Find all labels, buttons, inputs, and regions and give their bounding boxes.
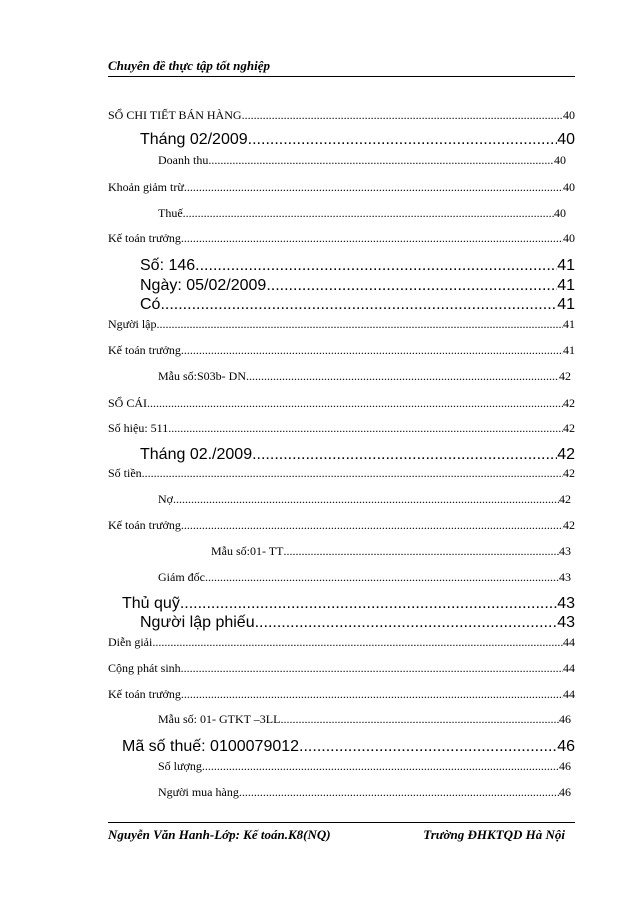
toc-entry[interactable] <box>140 446 575 464</box>
toc-leader <box>147 396 563 411</box>
toc-entry[interactable] <box>108 635 575 650</box>
toc-leader <box>168 421 563 436</box>
toc-leader <box>205 570 559 585</box>
toc-entry-title: Doanh thu <box>158 153 209 167</box>
toc-entry[interactable] <box>122 738 575 756</box>
toc-page-number: 40 <box>563 180 575 194</box>
toc-page-number: 41 <box>563 343 575 357</box>
toc-page-number: 40 <box>554 206 566 220</box>
toc-leader <box>181 343 563 358</box>
toc-entry[interactable] <box>140 277 575 295</box>
toc-leader <box>202 759 559 774</box>
toc-page-number: 46 <box>557 738 575 755</box>
toc-page-number: 41 <box>557 277 575 294</box>
toc-page-number: 46 <box>559 759 571 773</box>
toc-leader <box>184 180 563 195</box>
toc-page-number: 40 <box>563 108 575 122</box>
toc-entry-title: Có <box>140 296 161 313</box>
toc-page-number: 46 <box>559 712 571 726</box>
toc-entry-title: Người lập phiếu <box>140 614 255 631</box>
toc-entry[interactable] <box>108 396 575 411</box>
toc-entry[interactable] <box>108 108 575 123</box>
toc-entry-title: Tháng 02./2009 <box>140 446 253 463</box>
toc-entry[interactable] <box>158 785 571 800</box>
toc-leader <box>157 317 563 332</box>
toc-leader <box>180 595 557 613</box>
toc-leader <box>252 446 557 464</box>
toc-entry-title: Tháng 02/2009 <box>140 131 248 148</box>
toc-entry[interactable] <box>158 369 571 384</box>
toc-entry-title: Thuế <box>158 206 183 220</box>
toc-entry[interactable] <box>108 421 575 436</box>
toc-entry[interactable] <box>140 296 575 314</box>
toc-entry-title: Người mua hàng <box>158 785 239 799</box>
toc-entry[interactable] <box>108 518 575 533</box>
toc-leader <box>246 369 559 384</box>
toc-entry[interactable] <box>158 570 571 585</box>
toc-page-number: 46 <box>559 785 571 799</box>
toc-entry-title: Giám đốc <box>158 570 205 584</box>
toc-leader <box>181 661 563 676</box>
toc-entry-title: Mẫu số:01- TT <box>211 544 284 558</box>
toc-entry-title: Kế toán trưởng <box>108 343 181 357</box>
toc-entry-title: Mẫu số: 01- GTKT –3LL <box>158 712 281 726</box>
toc-page-number: 43 <box>557 614 575 631</box>
toc-leader <box>208 153 554 168</box>
toc-page-number: 40 <box>554 153 566 167</box>
toc-leader <box>299 738 557 756</box>
toc-entry-title: SỔ CÁI <box>108 396 148 410</box>
page-header: Chuyên đề thực tập tốt nghiệp <box>108 58 575 77</box>
toc-entry[interactable] <box>108 661 575 676</box>
footer-school: Trường ĐHKTQD Hà Nội <box>423 827 565 842</box>
toc-page-number: 43 <box>559 570 571 584</box>
toc-entry-title: Kế toán trưởng <box>108 687 181 701</box>
toc-leader <box>181 231 563 246</box>
toc-entry[interactable] <box>140 614 575 632</box>
toc-page-number: 42 <box>559 492 571 506</box>
toc-entry-title: Khoản giảm trừ <box>108 180 184 194</box>
toc-page-number: 41 <box>563 317 575 331</box>
toc-entry-title: Số tiền <box>108 466 142 480</box>
toc-leader <box>283 544 559 559</box>
toc-entry[interactable] <box>108 317 575 332</box>
toc-page-number: 42 <box>563 518 575 532</box>
toc-page-number: 40 <box>563 231 575 245</box>
toc-leader <box>248 131 558 149</box>
toc-page-number: 44 <box>563 661 575 675</box>
toc-entry[interactable] <box>158 492 571 507</box>
toc-entry-title: Thủ quỹ <box>122 595 180 612</box>
toc-leader <box>183 206 554 221</box>
toc-page-number: 40 <box>557 131 575 148</box>
toc-leader <box>195 257 557 275</box>
toc-entry-title: Nợ <box>158 492 174 506</box>
toc-page-number: 44 <box>563 687 575 701</box>
toc-leader <box>160 296 557 314</box>
toc-entry-title: Người lập <box>108 317 157 331</box>
toc-leader <box>181 687 563 702</box>
toc-page-number: 42 <box>563 396 575 410</box>
toc-entry[interactable] <box>211 544 571 559</box>
toc-entry[interactable] <box>140 257 575 275</box>
toc-entry-title: Kế toán trưởng <box>108 518 181 532</box>
toc-leader <box>181 518 563 533</box>
toc-page-number: 42 <box>563 466 575 480</box>
toc-entry[interactable] <box>108 343 575 358</box>
toc-page-number: 41 <box>557 296 575 313</box>
toc-leader <box>255 614 558 632</box>
toc-entry[interactable] <box>122 595 575 613</box>
toc-leader <box>152 635 563 650</box>
toc-page-number: 43 <box>557 595 575 612</box>
toc-entry[interactable] <box>108 687 575 702</box>
toc-page-number: 43 <box>559 544 571 558</box>
toc-entry-title: Mã số thuế: 0100079012 <box>122 738 300 755</box>
toc-entry[interactable] <box>158 206 566 221</box>
toc-entry-title: Số hiệu: 511 <box>108 421 169 435</box>
toc-entry-title: Cộng phát sinh <box>108 661 181 675</box>
toc-entry[interactable] <box>108 231 575 246</box>
toc-entry[interactable] <box>108 466 575 481</box>
toc-leader <box>280 712 559 727</box>
toc-leader <box>239 785 559 800</box>
toc-leader <box>266 277 557 295</box>
toc-page-number: 42 <box>557 446 575 463</box>
toc-entry[interactable] <box>108 180 575 195</box>
page-footer <box>108 822 575 845</box>
footer-author: Nguyễn Văn Hanh-Lớp: Kế toán.K8(NQ) <box>108 827 331 842</box>
toc-entry[interactable] <box>158 759 571 774</box>
toc-entry-title: Kế toán trưởng <box>108 231 181 245</box>
toc-entry[interactable] <box>158 153 566 168</box>
toc-page-number: 44 <box>563 635 575 649</box>
toc-page-number: 42 <box>563 421 575 435</box>
toc-entry[interactable] <box>158 712 571 727</box>
toc-entry-title: Ngày: 05/02/2009 <box>140 277 267 294</box>
toc-entry-title: Số: 146 <box>140 257 196 274</box>
toc-entry-title: SỔ CHI TIẾT BÁN HÀNG <box>108 108 242 122</box>
toc-page-number: 42 <box>559 369 571 383</box>
toc-leader <box>142 466 563 481</box>
toc-leader <box>173 492 559 507</box>
toc-entry-title: Số lượng <box>158 759 202 773</box>
toc-entry[interactable] <box>140 131 575 149</box>
toc-entry-title: Mẫu số:S03b- DN <box>158 369 247 383</box>
toc-page-number: 41 <box>557 257 575 274</box>
toc-entry-title: Diễn giải <box>108 635 153 649</box>
toc-leader <box>242 108 563 123</box>
